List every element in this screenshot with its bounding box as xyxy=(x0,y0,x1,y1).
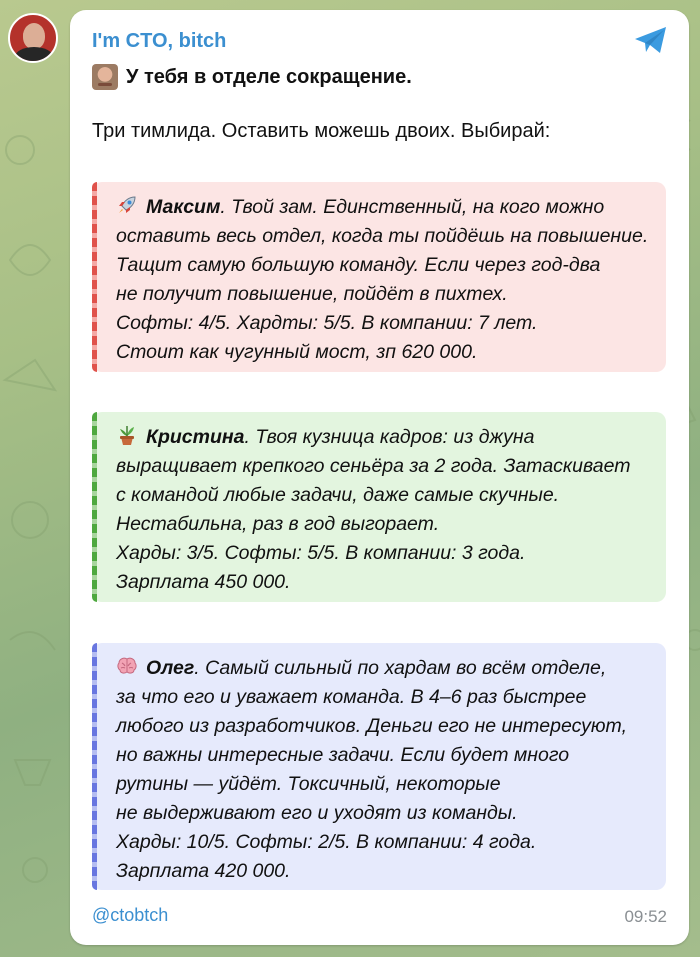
card-line xyxy=(116,193,654,222)
card-line xyxy=(116,654,654,683)
message-bubble xyxy=(70,10,689,945)
candidate-card-maxim xyxy=(92,182,666,372)
card-line: любого из разработчиков. Деньги его не интересуют, xyxy=(116,715,627,737)
channel-avatar[interactable] xyxy=(8,13,58,63)
card-line: Стоит как чугунный мост, зп 620 000. xyxy=(116,341,478,363)
post-title-row xyxy=(92,62,412,92)
card-text: . Самый сильный по хардам во всём отделе, xyxy=(194,657,607,679)
card-line: Тащит самую большую команду. Если через год-два xyxy=(116,254,601,276)
card-line: рутины — уйдёт. Токсичный, некоторые xyxy=(116,773,501,795)
card-line: Харды: 3/5. Софты: 5/5. В компании: 3 года. xyxy=(116,542,526,564)
avatar-shirt xyxy=(15,47,53,63)
card-line: не получит повышение, пойдёт в пихтех. xyxy=(116,283,508,305)
card-line: Софты: 4/5. Хардты: 5/5. В компании: 7 лет. xyxy=(116,312,538,334)
card-text: . Твой зам. Единственный, на кого можно xyxy=(220,196,605,218)
card-line xyxy=(116,423,654,452)
post-title: У тебя в отделе сокращение. xyxy=(126,65,412,88)
card-line: Зарплата 450 000. xyxy=(116,571,291,593)
brain-icon xyxy=(116,655,138,677)
card-text: . Твоя кузница кадров: из джуна xyxy=(244,426,535,448)
card-line: выращивает крепкого сеньёра за 2 года. Затаскивает xyxy=(116,455,631,477)
card-line: с командой любые задачи, даже самые скучные. xyxy=(116,484,560,506)
card-line: не выдерживают его и уходят из команды. xyxy=(116,802,518,824)
card-line: за что его и уважает команда. В 4–6 раз быстрее xyxy=(116,686,587,708)
candidate-card-oleg xyxy=(92,643,666,890)
face-emoji-icon xyxy=(92,64,118,90)
card-line: Харды: 10/5. Софты: 2/5. В компании: 4 года. xyxy=(116,831,537,853)
candidate-name: Максим xyxy=(146,196,221,218)
avatar-head xyxy=(23,23,45,49)
card-line: Зарплата 420 000. xyxy=(116,860,291,882)
channel-handle-link[interactable]: @ctobtch xyxy=(92,905,169,925)
card-line: оставить весь отдел, когда ты пойдёшь на повышение. xyxy=(116,225,649,247)
share-icon[interactable] xyxy=(633,25,669,55)
candidate-name: Кристина xyxy=(146,426,245,448)
post-intro: Три тимлида. Оставить можешь двоих. Выбирай: xyxy=(92,120,551,142)
card-line: но важны интересные задачи. Если будет много xyxy=(116,744,570,766)
card-line: Нестабильна, раз в год выгорает. xyxy=(116,513,440,535)
channel-name[interactable]: I'm CTO, bitch xyxy=(92,30,227,52)
rocket-icon xyxy=(116,194,138,216)
message-timestamp: 09:52 xyxy=(624,907,667,926)
candidate-card-kristina xyxy=(92,412,666,602)
potted-plant-icon xyxy=(116,424,138,446)
candidate-name: Олег xyxy=(146,657,195,679)
